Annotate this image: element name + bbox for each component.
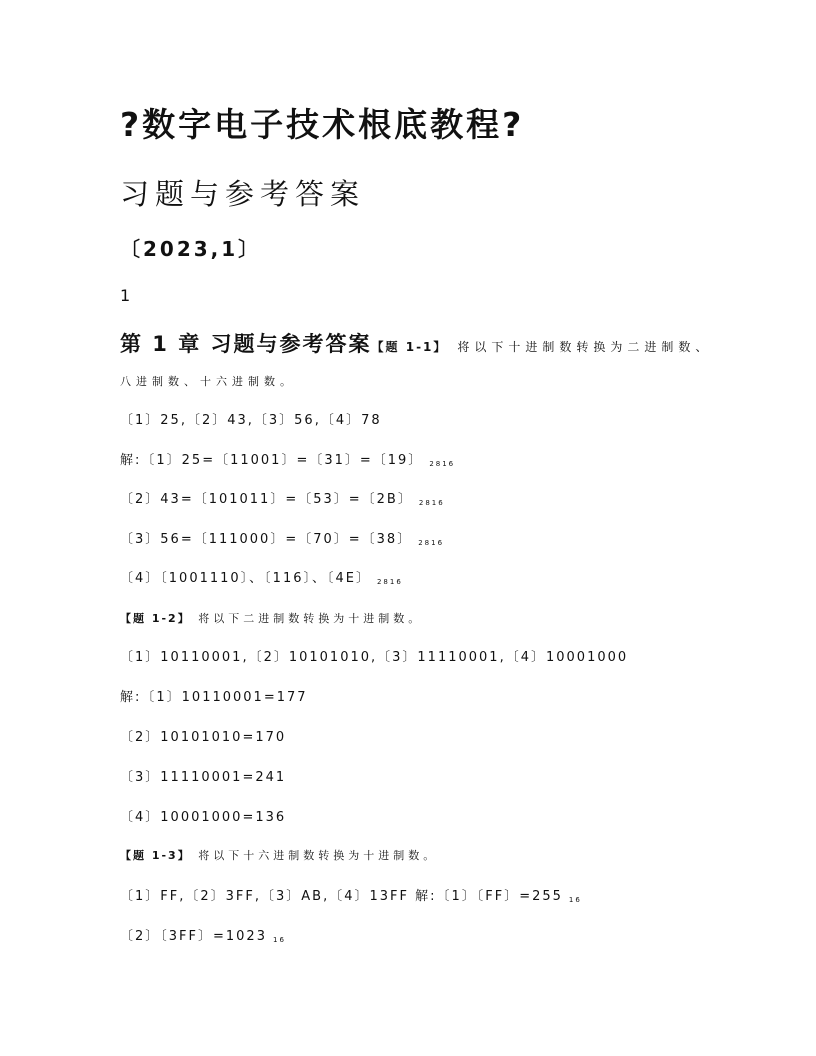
question-tag: 【题 1-2】 bbox=[120, 612, 191, 625]
text-line bbox=[120, 691, 308, 704]
line-text: 〔1〕25,〔2〕43,〔3〕56,〔4〕78 bbox=[120, 413, 382, 428]
line-text: 〔1〕10110001,〔2〕10101010,〔3〕11110001,〔4〕10001000 bbox=[120, 650, 629, 665]
text-line bbox=[120, 930, 286, 944]
base-subscripts: 2816 bbox=[418, 539, 445, 547]
document-subtitle: 习题与参考答案 bbox=[120, 177, 366, 211]
question-text: 将以下十进制数转换为二进制数、 bbox=[457, 340, 713, 354]
line-text: 〔2〕43=〔101011〕=〔53〕=〔2B〕 bbox=[120, 492, 413, 507]
chapter-heading: 第 1 章 习题与参考答案 bbox=[120, 332, 372, 356]
line-text: 〔4〕〔1001110〕、〔116〕、〔4E〕 bbox=[120, 571, 371, 586]
text-line bbox=[120, 651, 628, 664]
line-text: 将以下二进制数转换为十进制数。 bbox=[198, 612, 424, 625]
line-text: 将以下十六进制数转换为十进制数。 bbox=[198, 849, 439, 862]
base-subscripts: 16 bbox=[568, 896, 582, 904]
line-text: 〔4〕10001000=136 bbox=[120, 810, 287, 825]
question-tag: 【题 1-3】 bbox=[120, 849, 191, 862]
base-subscripts: 2816 bbox=[429, 460, 456, 468]
text-line bbox=[120, 731, 286, 744]
text-line bbox=[120, 771, 286, 784]
page-number: 1 bbox=[120, 286, 131, 305]
base-subscripts: 2816 bbox=[418, 499, 445, 507]
document-date: 〔2023,1〕 bbox=[120, 237, 262, 261]
text-line bbox=[120, 533, 444, 547]
question-heading bbox=[120, 613, 423, 624]
line-text: 〔3〕11110001=241 bbox=[120, 770, 287, 785]
line-text: 〔3〕56=〔111000〕=〔70〕=〔38〕 bbox=[120, 532, 413, 547]
text-line bbox=[120, 811, 286, 824]
chapter-heading-line bbox=[120, 334, 712, 355]
text-line bbox=[120, 493, 445, 507]
line-text: 解:〔1〕25=〔11001〕=〔31〕=〔19〕 bbox=[120, 453, 424, 468]
document-title: ?数字电子技术根底教程? bbox=[120, 105, 525, 144]
text-line bbox=[120, 890, 582, 904]
text-line bbox=[120, 454, 455, 468]
base-subscripts: 16 bbox=[272, 936, 286, 944]
question-tag: 【题 1-1】 bbox=[371, 340, 448, 354]
text-line bbox=[120, 376, 296, 387]
text-line bbox=[120, 572, 403, 586]
question-heading bbox=[120, 850, 438, 861]
line-text: 解:〔1〕10110001=177 bbox=[120, 690, 308, 705]
base-subscripts: 2816 bbox=[376, 578, 403, 586]
line-text: 八进制数、十六进制数。 bbox=[120, 375, 296, 388]
line-text: 〔2〕10101010=170 bbox=[120, 730, 287, 745]
text-line bbox=[120, 414, 382, 427]
line-text: 〔1〕FF,〔2〕3FF,〔3〕AB,〔4〕13FF 解:〔1〕〔FF〕=255 bbox=[120, 889, 563, 904]
line-text: 〔2〕〔3FF〕=1023 bbox=[120, 929, 267, 944]
